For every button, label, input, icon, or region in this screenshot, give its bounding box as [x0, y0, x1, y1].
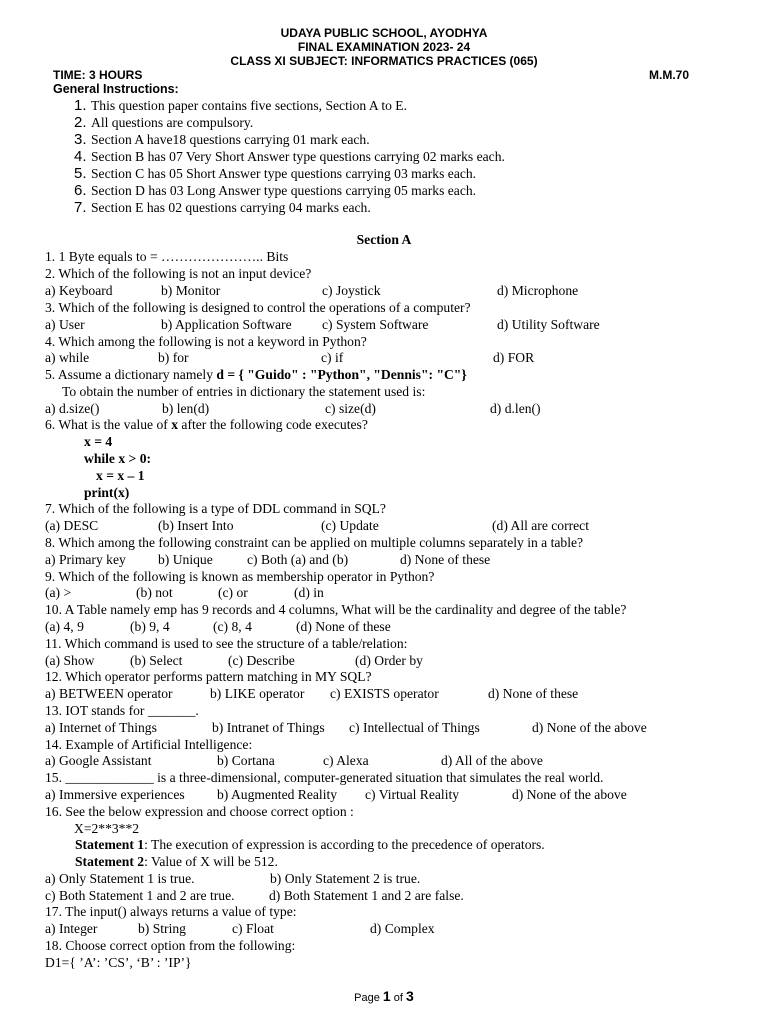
q2-option-d: d) Microphone [497, 283, 579, 298]
q12-option-b: b) LIKE operator [210, 686, 305, 701]
question-6 [45, 417, 368, 433]
instructions-title: General Instructions: [53, 82, 179, 96]
q5-option-b: b) len(d) [162, 401, 210, 416]
q10-option-d: (d) None of these [296, 619, 391, 634]
q11-option-a: (a) Show [45, 653, 95, 668]
instruction-item [74, 182, 476, 199]
question-14: 14. Example of Artificial Intelligence: [45, 737, 253, 752]
instruction-num: 1. [74, 97, 87, 114]
class-subject: CLASS XI SUBJECT: INFORMATICS PRACTICES (065) [230, 54, 538, 68]
q5-option-c: c) size(d) [325, 401, 376, 416]
q9-option-b: (b) not [136, 585, 173, 600]
q14-option-d: d) All of the above [441, 753, 543, 768]
q7-option-d: (d) All are correct [492, 518, 589, 533]
q3-option-a: a) User [45, 317, 85, 332]
q16-statement-1 [75, 837, 545, 853]
instruction-item [74, 199, 371, 216]
question-15: 15. _____________ is a three-dimensional, computer-generated situation that simulates the real world. [45, 770, 604, 785]
q6-code-line: while x > 0: [84, 451, 152, 466]
q2-option-b: b) Monitor [161, 283, 221, 298]
q5-prefix: 5. Assume a dictionary namely [45, 367, 217, 382]
q14-option-c: c) Alexa [323, 753, 369, 768]
instruction-num: 4. [74, 148, 87, 165]
q17-option-b: b) String [138, 921, 186, 936]
q9-option-c: (c) or [218, 585, 248, 600]
q16-s1-label: Statement 1 [75, 837, 145, 852]
q15-option-d: d) None of the above [512, 787, 627, 802]
instruction-num: 6. [74, 182, 87, 199]
q16-expression: X=2**3**2 [74, 821, 140, 836]
q17-option-c: c) Float [232, 921, 274, 936]
q8-option-a: a) Primary key [45, 552, 126, 567]
q10-option-c: (c) 8, 4 [213, 619, 252, 634]
time-label: TIME: 3 HOURS [53, 68, 143, 82]
q6-code-line: print(x) [84, 485, 130, 500]
q16-option-c: c) Both Statement 1 and 2 are true. [45, 888, 235, 903]
q16-option-a: a) Only Statement 1 is true. [45, 871, 195, 886]
q9-option-d: (d) in [294, 585, 324, 600]
q2-option-c: c) Joystick [322, 283, 381, 298]
q11-option-d: (d) Order by [355, 653, 423, 668]
instruction-text: Section C has 05 Short Answer type questions carrying 03 marks each. [91, 166, 477, 181]
instruction-text: Section D has 03 Long Answer type questions carrying 05 marks each. [91, 183, 477, 198]
instruction-item [74, 131, 370, 148]
question-18: 18. Choose correct option from the following: [45, 938, 296, 953]
instruction-item [74, 165, 476, 182]
q13-option-d: d) None of the above [532, 720, 647, 735]
q16-option-b: b) Only Statement 2 is true. [270, 871, 421, 886]
q8-option-c: c) Both (a) and (b) [247, 552, 349, 567]
max-marks: M.M.70 [649, 68, 690, 82]
q4-option-a: a) while [45, 350, 90, 365]
q11-option-b: (b) Select [130, 653, 183, 668]
q18-line2: D1={ ’A’: ’CS’, ‘B’ : ’IP’} [45, 955, 192, 970]
question-4: 4. Which among the following is not a keyword in Python? [45, 334, 367, 349]
instruction-text: Section E has 02 questions carrying 04 marks each. [91, 200, 371, 215]
q10-option-b: (b) 9, 4 [130, 619, 170, 634]
q10-option-a: (a) 4, 9 [45, 619, 84, 634]
instruction-text: Section A have18 questions carrying 01 mark each. [91, 132, 370, 147]
q6-code-line: x = 4 [84, 434, 113, 449]
question-8: 8. Which among the following constraint can be applied on multiple columns separately in a table? [45, 535, 584, 550]
q14-option-b: b) Cortana [217, 753, 275, 768]
exam-title: FINAL EXAMINATION 2023- 24 [297, 40, 471, 54]
q2-option-a: a) Keyboard [45, 283, 113, 298]
question-11: 11. Which command is used to see the structure of a table/relation: [45, 636, 408, 651]
question-9: 9. Which of the following is known as membership operator in Python? [45, 569, 435, 584]
footer-page-word: Page [354, 992, 380, 1004]
question-5 [45, 367, 467, 383]
question-17: 17. The input() always returns a value of type: [45, 904, 297, 919]
instruction-text: All questions are compulsory. [91, 115, 254, 130]
question-10: 10. A Table namely emp has 9 records and 4 columns, What will be the cardinality and degree of the table? [45, 602, 627, 617]
question-1: 1. 1 Byte equals to = ………………….. Bits [45, 249, 289, 264]
footer-page-num: 1 [382, 988, 391, 1004]
instruction-item [74, 148, 505, 165]
q6-code-line: x = x – 1 [96, 468, 145, 483]
instruction-item [74, 97, 407, 114]
q12-option-d: d) None of these [488, 686, 579, 701]
q4-option-d: d) FOR [493, 350, 535, 365]
q7-option-b: (b) Insert Into [158, 518, 234, 533]
q11-option-c: (c) Describe [228, 653, 295, 668]
q12-option-c: c) EXISTS operator [330, 686, 439, 701]
question-2: 2. Which of the following is not an input device? [45, 266, 312, 281]
question-7: 7. Which of the following is a type of DDL command in SQL? [45, 501, 386, 516]
question-16: 16. See the below expression and choose correct option : [45, 804, 354, 819]
q6-pre: 6. What is the value of [45, 417, 172, 432]
page-footer [0, 988, 768, 1004]
q13-option-b: b) Intranet of Things [212, 720, 325, 735]
q13-option-c: c) Intellectual of Things [349, 720, 480, 735]
q5-line2: To obtain the number of entries in dictionary the statement used is: [62, 384, 426, 399]
q3-option-d: d) Utility Software [497, 317, 600, 332]
footer-of-word: of [393, 992, 403, 1004]
q16-option-d: d) Both Statement 1 and 2 are false. [269, 888, 464, 903]
question-3: 3. Which of the following is designed to control the operations of a computer? [45, 300, 471, 315]
question-12: 12. Which operator performs pattern matching in MY SQL? [45, 669, 372, 684]
q15-option-c: c) Virtual Reality [365, 787, 460, 802]
q3-option-b: b) Application Software [161, 317, 292, 332]
instruction-num: 7. [74, 199, 87, 216]
q17-option-d: d) Complex [370, 921, 435, 936]
q9-option-a: (a) > [45, 585, 72, 600]
q15-option-b: b) Augmented Reality [217, 787, 338, 802]
q5-option-d: d) d.len() [490, 401, 541, 416]
section-title: Section A [356, 232, 412, 247]
q8-option-d: d) None of these [400, 552, 491, 567]
instruction-num: 2. [74, 114, 87, 131]
q17-option-a: a) Integer [45, 921, 98, 936]
q6-var: x [171, 417, 179, 432]
q7-option-c: (c) Update [321, 518, 379, 533]
footer-page-total: 3 [406, 988, 414, 1004]
q16-statement-2 [75, 854, 278, 870]
q16-s1-text: : The execution of expression is according to the precedence of operators. [144, 837, 545, 852]
q8-option-b: b) Unique [158, 552, 213, 567]
q6-post: after the following code executes? [178, 417, 368, 432]
question-13: 13. IOT stands for _______. [45, 703, 199, 718]
q16-s2-label: Statement 2 [75, 854, 145, 869]
instruction-text: Section B has 07 Very Short Answer type questions carrying 02 marks each. [91, 149, 505, 164]
school-name: UDAYA PUBLIC SCHOOL, AYODHYA [280, 26, 488, 40]
instruction-item [74, 114, 253, 131]
instruction-num: 3. [74, 131, 87, 148]
instruction-text: This question paper contains five sections, Section A to E. [91, 98, 408, 113]
q12-option-a: a) BETWEEN operator [45, 686, 173, 701]
q16-s2-text: : Value of X will be 512. [144, 854, 278, 869]
q5-option-a: a) d.size() [45, 401, 100, 416]
instruction-num: 5. [74, 165, 87, 182]
q14-option-a: a) Google Assistant [45, 753, 152, 768]
q4-option-c: c) if [321, 350, 344, 365]
q5-dictionary: d = { "Guido" : "Python", "Dennis": "C"} [216, 367, 467, 382]
q3-option-c: c) System Software [322, 317, 429, 332]
q15-option-a: a) Immersive experiences [45, 787, 185, 802]
q7-option-a: (a) DESC [45, 518, 99, 533]
q4-option-b: b) for [158, 350, 189, 365]
q13-option-a: a) Internet of Things [45, 720, 157, 735]
